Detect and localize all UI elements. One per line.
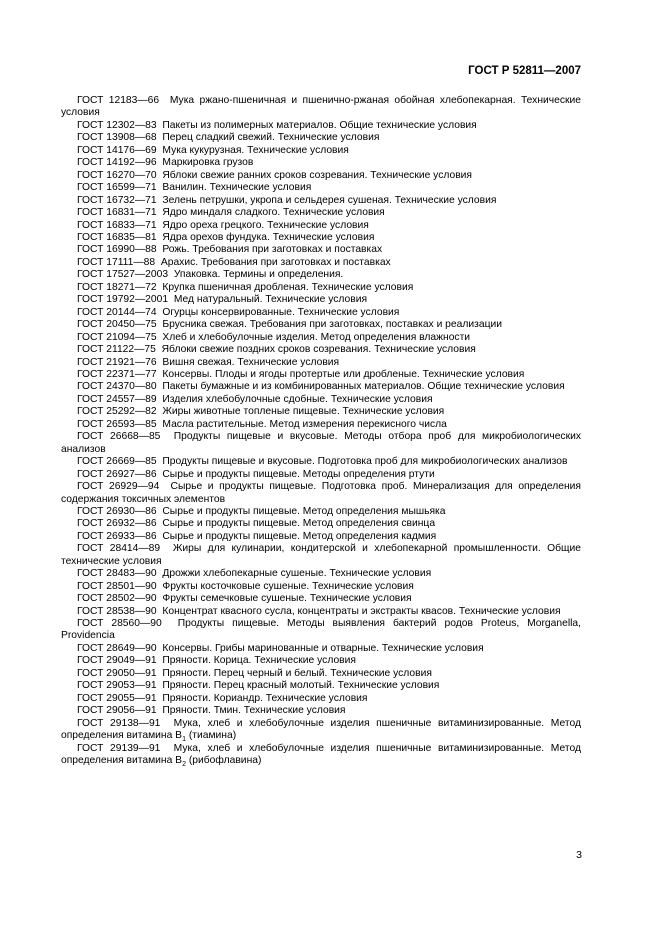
page-number: 3 [576,849,582,861]
reference-code: ГОСТ 26669—85 [77,456,157,468]
reference-entry [61,456,581,468]
reference-title: Упаковка. Термины и определения. [173,269,344,281]
reference-entry [61,668,581,680]
reference-code: ГОСТ 26927—86 [77,468,157,480]
reference-title: Пряности. Тмин. Технические условия [162,705,346,717]
vitamin-subscript: 2 [182,761,186,769]
reference-entry [61,332,581,344]
reference-title: Мед натуральный. Технические условия [173,294,368,306]
reference-code: ГОСТ 20144—74 [77,306,157,318]
reference-title: Перец сладкий свежий. Технические условия [162,132,380,144]
reference-title-tail: (тиамина) [185,730,237,742]
reference-entry [61,705,581,717]
reference-title: Мука кукурузная. Технические условия [162,144,349,156]
reference-title: Жиры для кулинарии, кондитерской и хлебопекарной промышленности. Общие технические условия [61,543,581,567]
reference-entry [61,244,581,256]
document-code-header: ГОСТ Р 52811—2007 [468,65,581,77]
reference-entry [61,307,581,319]
reference-entry [61,693,581,705]
reference-entry [61,543,581,568]
reference-entry [61,182,581,194]
reference-code: ГОСТ 26668—85 [77,431,161,443]
reference-code: ГОСТ 17527—2003 [77,269,169,281]
reference-entry [61,269,581,281]
reference-title: Продукты пищевые. Методы выявления бактерий родов Proteus, Morganella, Providencia [61,618,581,642]
reference-code: ГОСТ 21921—76 [77,356,157,368]
reference-title: Яблоки свежие ранних сроков созревания. Технические условия [162,169,473,181]
reference-title: Хлеб и хлебобулочные изделия. Метод определения влажности [162,331,471,343]
reference-entry [61,680,581,692]
reference-title: Маркировка грузов [162,157,254,169]
reference-title: Концентрат квасного сусла, концентраты и экстракты квасов. Технические условия [162,605,561,617]
reference-title: Фрукты косточковые сушеные. Технические условия [162,580,414,592]
reference-title: Пряности. Корица. Технические условия [162,655,356,667]
reference-entry [61,220,581,232]
reference-code: ГОСТ 16833—71 [77,219,157,231]
reference-entry [61,381,581,393]
reference-entry [61,120,581,132]
reference-title: Ядра орехов фундука. Технические условия [162,231,375,243]
reference-entry [61,294,581,306]
reference-entry [61,344,581,356]
reference-code: ГОСТ 28538—90 [77,605,157,617]
reference-title: Дрожжи хлебопекарные сушеные. Технические условия [162,568,432,580]
reference-entry [61,506,581,518]
reference-entry [61,606,581,618]
reference-entry [61,481,581,506]
reference-title: Яблоки свежие поздних сроков созревания. Технические условия [161,344,476,356]
reference-title: Продукты пищевые и вкусовые. Методы отбора проб для микробиологических анализов [61,431,581,455]
reference-code: ГОСТ 29138—91 [77,717,161,729]
reference-code: ГОСТ 29056—91 [77,705,157,717]
reference-code: ГОСТ 22371—77 [77,368,157,380]
reference-title: Ванилин. Технические условия [162,182,312,194]
reference-code: ГОСТ 16835—81 [77,231,157,243]
reference-code: ГОСТ 28560—90 [77,618,162,630]
reference-code: ГОСТ 25292—82 [77,406,157,418]
reference-code: ГОСТ 26930—86 [77,505,157,517]
reference-code: ГОСТ 28501—90 [77,580,157,592]
reference-entry [61,431,581,456]
reference-code: ГОСТ 29050—91 [77,667,157,679]
reference-title: Сырье и продукты пищевые. Метод определения свинца [162,518,436,530]
reference-title: Продукты пищевые и вкусовые. Подготовка проб для микробиологических анализов [162,456,568,468]
reference-entry [61,568,581,580]
reference-code: ГОСТ 14192—96 [77,157,157,169]
reference-entry [61,157,581,169]
reference-entry [61,518,581,530]
reference-title: Рожь. Требования при заготовках и поставках [162,244,383,256]
reference-entry [61,207,581,219]
reference-title: Консервы. Грибы маринованные и отварные. Технические условия [162,642,484,654]
reference-code: ГОСТ 18271—72 [77,281,157,293]
reference-title: Пакеты из полимерных материалов. Общие технические условия [162,119,477,131]
reference-title: Жиры животные топленые пищевые. Технические условия [162,406,445,418]
reference-title: Арахис. Требования при заготовках и поставках [160,256,391,268]
reference-title: Консервы. Плоды и ягоды протертые или дробленые. Технические условия [162,368,525,380]
reference-entry [61,394,581,406]
reference-title: Зелень петрушки, укропа и сельдерея сушеная. Технические условия [162,194,497,206]
reference-title: Пряности. Перец красный молотый. Технические условия [162,680,440,692]
reference-entry [61,145,581,157]
reference-title-tail: (рибофлавина) [185,755,262,767]
reference-code: ГОСТ 17111—88 [77,256,156,268]
reference-entry [61,655,581,667]
reference-title: Пряности. Кориандр. Технические условия [162,692,368,704]
reference-title: Масла растительные. Метод измерения перекисного числа [162,418,447,430]
reference-entry [61,643,581,655]
reference-entry [61,581,581,593]
reference-code: ГОСТ 13908—68 [77,132,157,144]
reference-code: ГОСТ 26933—86 [77,530,157,542]
reference-code: ГОСТ 29053—91 [77,680,157,692]
reference-entry [61,257,581,269]
reference-title: Огурцы консервированные. Технические условия [162,306,400,318]
reference-title: Мука ржано-пшеничная и пшенично-ржаная обойная хлебопекарная. Технические условия [61,95,581,119]
reference-entry [61,419,581,431]
reference-code: ГОСТ 29055—91 [77,692,157,704]
reference-entry [61,531,581,543]
reference-entry [61,406,581,418]
reference-title: Ядро ореха грецкого. Технические условия [162,219,369,231]
reference-code: ГОСТ 28483—90 [77,568,157,580]
reference-entry [61,618,581,643]
reference-entry [61,170,581,182]
reference-title: Изделия хлебобулочные сдобные. Технические условия [162,393,433,405]
reference-code: ГОСТ 12183—66 [77,95,160,106]
reference-title: Вишня свежая. Технические условия [162,356,340,368]
reference-title: Брусника свежая. Требования при заготовках, поставках и реализации [162,319,502,331]
reference-title: Ядро миндаля сладкого. Технические условия [162,207,385,219]
reference-entry [61,469,581,481]
reference-code: ГОСТ 16270—70 [77,169,157,181]
reference-code: ГОСТ 14176—69 [77,144,157,156]
reference-title: Сырье и продукты пищевые. Метод определения кадмия [162,530,437,542]
reference-entry [61,282,581,294]
reference-title: Сырье и продукты пищевые. Подготовка проб. Минерализация для определения содержания токсичных элементов [61,481,581,505]
reference-code: ГОСТ 29049—91 [77,655,157,667]
reference-code: ГОСТ 16990—88 [77,244,157,256]
reference-code: ГОСТ 16599—71 [77,182,157,194]
reference-entry [61,132,581,144]
vitamin-subscript: 1 [182,736,186,744]
reference-code: ГОСТ 28649—90 [77,642,157,654]
reference-code: ГОСТ 26929—94 [77,481,160,493]
reference-entry [61,369,581,381]
reference-title: Пакеты бумажные и из комбинированных материалов. Общие технические условия [162,381,565,393]
reference-entry [61,718,581,743]
reference-code: ГОСТ 28414—89 [77,543,161,555]
reference-code: ГОСТ 26932—86 [77,518,157,530]
reference-code: ГОСТ 29139—91 [77,742,161,754]
reference-title: Пряности. Перец черный и белый. Технические условия [162,667,432,679]
reference-code: ГОСТ 28502—90 [77,593,157,605]
reference-entry [61,357,581,369]
reference-title: Мука, хлеб и хлебобулочные изделия пшеничные витаминизированные. Метод определения витамина В [61,717,581,742]
reference-entry [61,593,581,605]
reference-title: Мука, хлеб и хлебобулочные изделия пшеничные витаминизированные. Метод определения витамина В [61,742,581,767]
reference-code: ГОСТ 16831—71 [77,207,157,219]
reference-entry [61,743,581,768]
reference-title: Крупка пшеничная дробленая. Технические условия [162,281,414,293]
reference-entry [61,95,581,120]
reference-code: ГОСТ 16732—71 [77,194,157,206]
reference-code: ГОСТ 24370—80 [77,381,157,393]
reference-title: Сырье и продукты пищевые. Методы определения ртути [162,468,435,480]
reference-code: ГОСТ 20450—75 [77,319,157,331]
reference-entry [61,195,581,207]
reference-title: Фрукты семечковые сушеные. Технические условия [162,593,412,605]
reference-code: ГОСТ 26593—85 [77,418,157,430]
normative-references-list [61,95,581,767]
reference-code: ГОСТ 24557—89 [77,393,157,405]
reference-entry [61,319,581,331]
reference-code: ГОСТ 21094—75 [77,331,157,343]
reference-code: ГОСТ 21122—75 [77,344,156,356]
reference-entry [61,232,581,244]
reference-title: Сырье и продукты пищевые. Метод определения мышьяка [162,505,446,517]
reference-code: ГОСТ 12302—83 [77,119,157,131]
reference-code: ГОСТ 19792—2001 [77,294,169,306]
